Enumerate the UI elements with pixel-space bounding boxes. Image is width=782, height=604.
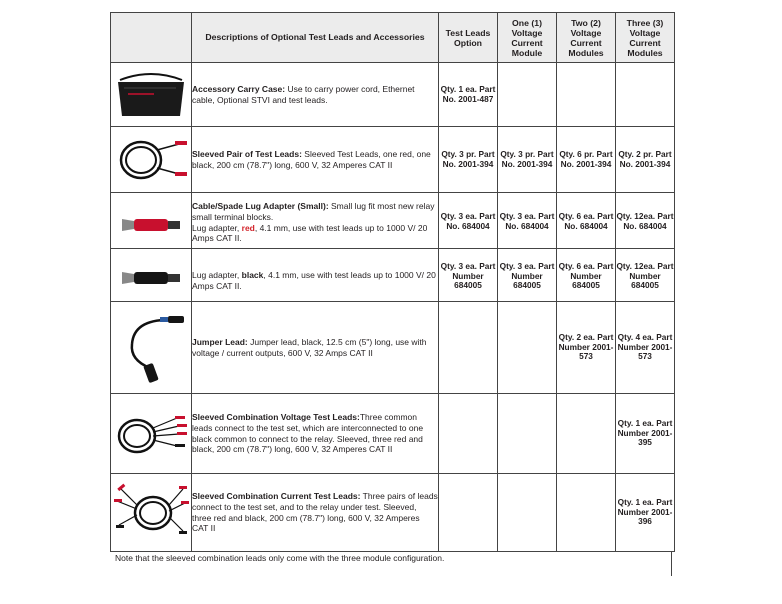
qty-cell: Qty. 1 ea. Part Number 2001-395 [616,394,675,474]
row-description [192,302,439,394]
row-description [192,394,439,474]
qty-cell: Qty. 6 pr. Part No. 2001-394 [557,127,616,193]
qty-cell: Qty. 3 pr. Part No. 2001-394 [439,127,498,193]
row-description [192,474,439,552]
qty-cell: Qty. 12ea. Part Number 684005 [616,249,675,302]
row-text-post: , 4.1 mm, use with test leads up to 1000 V/ 20 Amps CAT II. [192,222,428,244]
qty-cell [498,474,557,552]
qty-cell: Qty. 6 ea. Part No. 684004 [557,193,616,249]
qty-cell: Qty. 1 ea. Part No. 2001-487 [439,63,498,127]
row-title: Jumper Lead: [192,336,248,347]
qty-cell [557,63,616,127]
table-row [111,249,675,302]
carry-case-image [111,63,192,127]
qty-cell [439,474,498,552]
color-word-red: red [241,222,255,233]
color-word-black: black [241,270,264,281]
qty-cell: Qty. 4 ea. Part Number 2001-573 [616,302,675,394]
qty-cell: Qty. 3 pr. Part No. 2001-394 [498,127,557,193]
qty-cell [498,394,557,474]
table-row [111,127,675,193]
header-two-modules: Two (2) Voltage Current Modules [557,13,616,63]
table-header-row [111,13,675,63]
qty-cell: Qty. 3 ea. Part Number 684005 [439,249,498,302]
row-text: Three pairs of leads connect to the test set, and to the relay under test. Sleeved, three red and black, 200 cm (78.7") long, 600 V, 32 Amperes CAT II [192,491,438,534]
qty-cell [498,302,557,394]
header-image-cell [111,13,192,63]
qty-cell: Qty. 1 ea. Part Number 2001-396 [616,474,675,552]
row-title: Sleeved Combination Voltage Test Leads: [192,412,360,423]
row-title: Sleeved Pair of Test Leads: [192,148,302,159]
qty-cell: Qty. 2 pr. Part No. 2001-394 [616,127,675,193]
qty-cell: Qty. 2 ea. Part Number 2001-573 [557,302,616,394]
qty-cell: Qty. 12ea. Part No. 684004 [616,193,675,249]
footnote: Note that the sleeved combination leads only come with the three module configuration. [115,553,445,563]
row-title: Sleeved Combination Current Test Leads: [192,491,361,502]
header-one-module: One (1) Voltage Current Module [498,13,557,63]
table-row [111,394,675,474]
table-row [111,193,675,249]
qty-cell [498,63,557,127]
row-text: Three common leads connect to the test set, which are interconnected to one black common to connect to the relay. Sleeved, three red and black, 200 cm (78.7") long, 600 V, 32 Amperes CAT II [192,412,424,455]
table-row [111,63,675,127]
row-description [192,249,439,302]
row-text-pre: Lug adapter, [192,222,242,233]
jumper-lead-image [111,302,192,394]
red-lug-adapter-image [111,193,192,249]
qty-cell [557,474,616,552]
row-text-pre: Lug adapter, [192,270,242,281]
qty-cell [616,63,675,127]
table-row [111,474,675,552]
row-text: Jumper lead, black, 12.5 cm (5") long, use with voltage / current outputs, 600 V, 32 Amps CAT II [192,336,427,358]
qty-cell: Qty. 6 ea. Part Number 684005 [557,249,616,302]
qty-cell: Qty. 3 ea. Part No. 684004 [439,193,498,249]
divider [671,552,672,576]
accessories-table [110,12,675,552]
combination-voltage-leads-image [111,394,192,474]
row-text-post: , 4.1 mm, use with test leads up to 1000 V/ 20 Amps CAT II. [192,270,436,291]
sleeved-leads-image [111,127,192,193]
header-three-modules: Three (3) Voltage Current Modules [616,13,675,63]
row-title: Accessory Carry Case: [192,83,286,94]
qty-cell [557,394,616,474]
qty-cell [439,302,498,394]
qty-cell: Qty. 3 ea. Part No. 684004 [498,193,557,249]
row-text: Sleeved Test Leads, one red, one black, 200 cm (78.7") long, 600 V, 32 Amperes CAT II [192,148,431,170]
row-description [192,127,439,193]
combination-current-leads-image [111,474,192,552]
qty-cell [439,394,498,474]
header-description: Descriptions of Optional Test Leads and Accessories [192,13,439,63]
black-lug-adapter-image [111,249,192,302]
header-test-leads-option: Test Leads Option [439,13,498,63]
row-title: Cable/Spade Lug Adapter (Small): [192,201,329,212]
row-description [192,193,439,249]
qty-cell: Qty. 3 ea. Part Number 684005 [498,249,557,302]
row-text: Use to carry power cord, Ethernet cable, Optional STVI and test leads. [192,83,415,105]
row-description [192,63,439,127]
row-text: Small lug fit most new relay small terminal blocks. [192,201,435,222]
table-row [111,302,675,394]
